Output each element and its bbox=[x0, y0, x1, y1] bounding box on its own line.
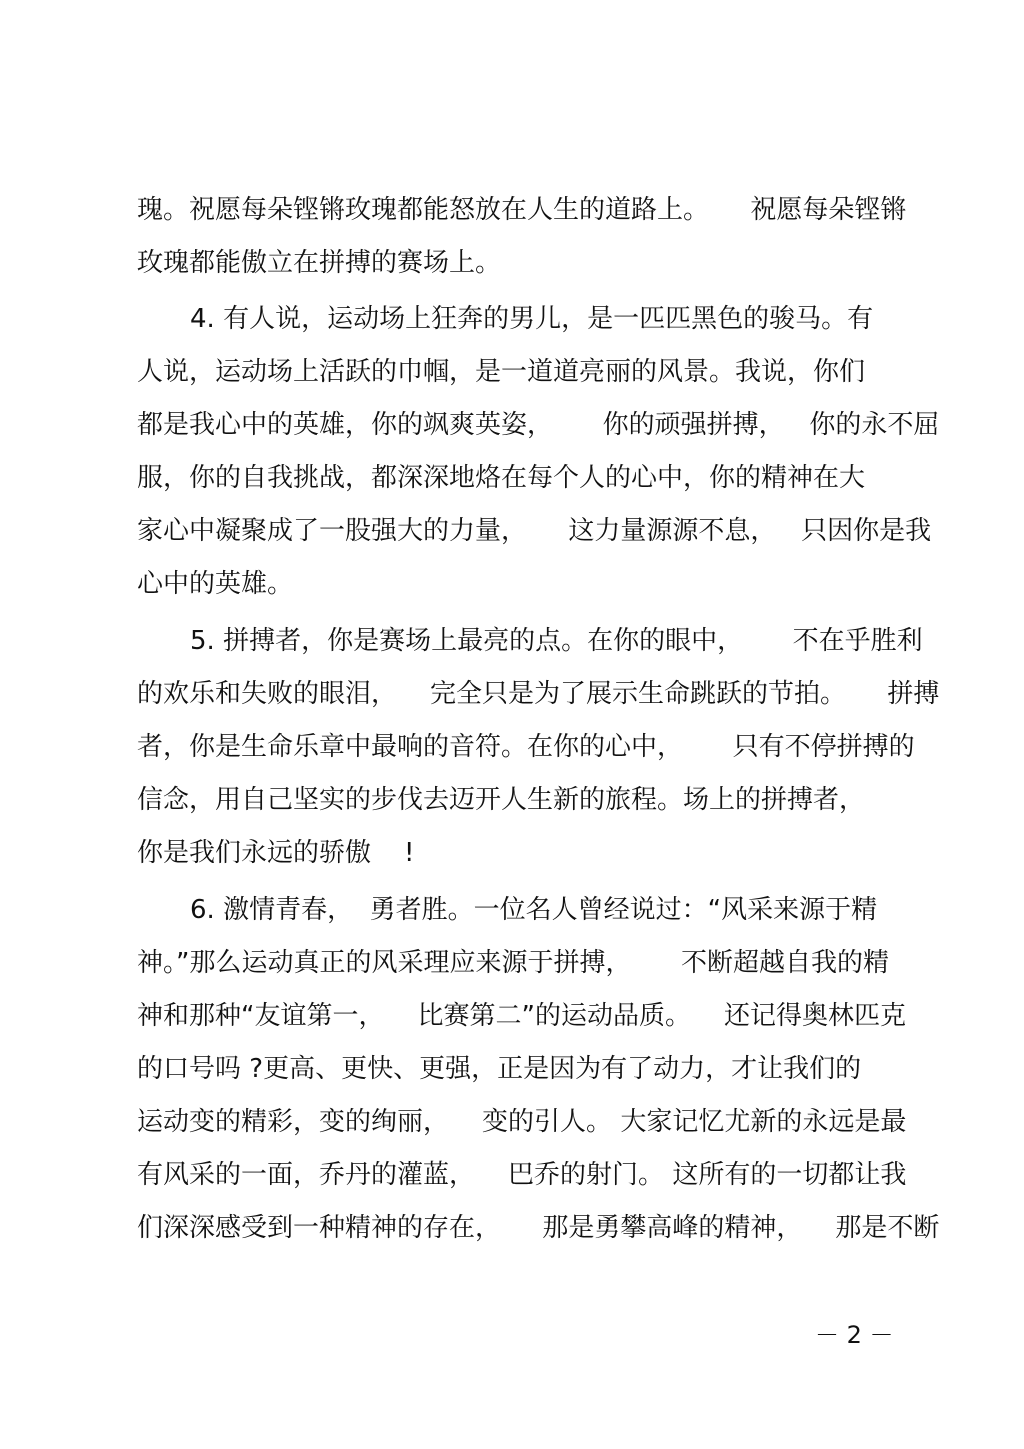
text-line: 服，你的自我挑战，都深深地烙在每个人的心中，你的精神在大 bbox=[137, 463, 866, 493]
text-line: 者，你是生命乐章中最响的音符。在你的心中， 只有不停拼搏的 bbox=[137, 732, 915, 762]
paragraph-4-start: 4. 有人说，运动场上狂奔的男儿，是一匹匹黑色的骏马。有 bbox=[190, 304, 874, 334]
text-line: 信念，用自己坚实的步伐去迈开人生新的旅程。场上的拼搏者， bbox=[137, 785, 866, 815]
text-line: 你是我们永远的骄傲 ! bbox=[137, 838, 415, 868]
paragraph-6-start: 6. 激情青春， 勇者胜。一位名人曾经说过：“风采来源于精 bbox=[190, 895, 878, 925]
text-line: 都是我心中的英雄，你的飒爽英姿， 你的顽强拼搏， 你的永不屈 bbox=[137, 410, 940, 440]
page-number: － 2 － bbox=[815, 1321, 894, 1349]
text-line: 运动变的精彩，变的绚丽， 变的引人。 大家记忆尤新的永远是最 bbox=[137, 1107, 907, 1137]
text-line: 的欢乐和失败的眼泪， 完全只是为了展示生命跳跃的节拍。 拼搏 bbox=[137, 679, 940, 709]
text-line: 神。”那么运动真正的风采理应来源于拼搏， 不断超越自我的精 bbox=[137, 948, 890, 978]
text-line: 神和那种“友谊第一， 比赛第二”的运动品质。 还记得奥林匹克 bbox=[137, 1001, 907, 1031]
text-line: 瑰。祝愿每朵铿锵玫瑰都能怒放在人生的道路上。 祝愿每朵铿锵 bbox=[137, 195, 907, 225]
paragraph-5-start: 5. 拼搏者，你是赛场上最亮的点。在你的眼中， 不在乎胜利 bbox=[190, 626, 923, 656]
text-line: 家心中凝聚成了一股强大的力量， 这力量源源不息， 只因你是我 bbox=[137, 516, 932, 546]
text-line: 的口号吗 ?更高、更快、更强，正是因为有了动力，才让我们的 bbox=[137, 1054, 862, 1084]
text-line: 玫瑰都能傲立在拼搏的赛场上。 bbox=[137, 248, 502, 278]
text-line: 心中的英雄。 bbox=[137, 569, 294, 599]
text-line: 们深深感受到一种精神的存在， 那是勇攀高峰的精神， 那是不断 bbox=[137, 1213, 940, 1243]
text-line: 有风采的一面，乔丹的灌蓝， 巴乔的射门。 这所有的一切都让我 bbox=[137, 1160, 907, 1190]
text-line: 人说，运动场上活跃的巾帼，是一道道亮丽的风景。我说，你们 bbox=[137, 357, 866, 387]
